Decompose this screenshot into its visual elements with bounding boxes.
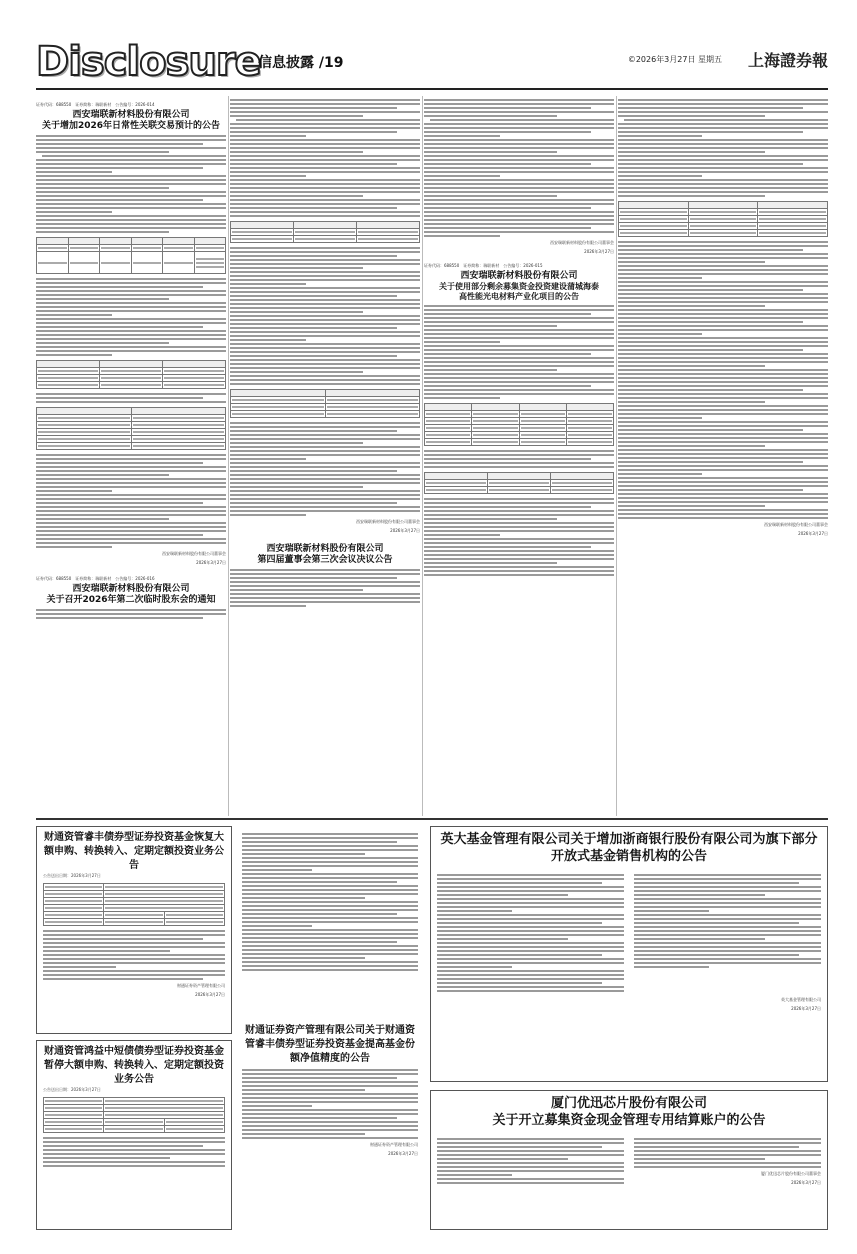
signoff-date: 2026年3月27日: [791, 1006, 821, 1011]
notice-shareholder-meeting: [36, 576, 226, 606]
section-divider: [36, 818, 828, 820]
notice-title: 关于使用部分剩余募集资金投资建设蒲城海泰: [439, 282, 599, 291]
notice-title: 第四届董事会第三次会议决议公告: [257, 555, 393, 565]
financial-table: [36, 360, 226, 389]
notice-title-company: 西安瑞联新材料股份有限公司: [266, 544, 384, 554]
notice-body: [36, 135, 226, 233]
notice-board-resolution: [230, 544, 420, 566]
notice-body: [424, 99, 614, 237]
notice-related-transactions: [36, 102, 226, 132]
notice-body: [618, 99, 828, 197]
fund-usage-table: [424, 403, 614, 446]
signoff-date: 2026年3月27日: [791, 1180, 821, 1185]
notice-meta: 证券代码：688550 证券简称：瑞联新材 公告编号：2026-016: [36, 576, 155, 581]
notice-title-company: 西安瑞联新材料股份有限公司: [72, 584, 190, 594]
signoff: 英大基金管理有限公司: [781, 997, 821, 1002]
box-title: 英大基金管理有限公司关于增加浙商银行股份有限公司为旗下部分开放式基金销售机构的公告: [440, 832, 818, 864]
notice-box-yingda: [430, 826, 828, 1082]
section-label: 信息披露 /19: [258, 55, 344, 71]
notice-body: [230, 99, 420, 217]
masthead-disclosure-word: Disclosure: [36, 39, 261, 85]
box-title: 关于开立募集资金现金管理专用结算账户的公告: [492, 1113, 766, 1128]
column-divider: [228, 96, 229, 816]
column-divider: [616, 96, 617, 816]
masthead: [36, 40, 828, 86]
asset-table: [36, 407, 226, 450]
notice-fundraising-project: [424, 263, 614, 302]
project-table: [424, 472, 614, 494]
masthead-rule: [36, 88, 828, 90]
notice-title-cont: 高性能光电材料产业化项目的公告: [459, 292, 579, 301]
box-meta: 公告送出日期：2026年3月27日: [43, 1087, 101, 1092]
continuation-text-block: [236, 826, 424, 1016]
box-title: 财通资管睿丰债券型证券投资基金恢复大额申购、转换转入、定期定额投资业务公告: [44, 832, 224, 871]
voting-table: [230, 221, 420, 243]
fund-info-table: [43, 883, 225, 926]
notice-meta: 证券代码：688550 证券简称：瑞联新材 公告编号：2026-015: [424, 263, 543, 268]
signoff: 财通证券资产管理有限公司: [177, 983, 225, 988]
column-4: [618, 96, 828, 540]
signoff-date: 2026年3月27日: [195, 992, 225, 997]
column-divider: [422, 96, 423, 816]
notice-meta: 证券代码：688550 证券简称：瑞联新材 公告编号：2026-014: [36, 102, 155, 107]
signoff-date: 2026年3月27日: [196, 560, 226, 565]
notice-title: 关于召开2026年第二次临时股东会的通知: [46, 595, 216, 605]
notice-box-youxun: [430, 1090, 828, 1230]
signoff: 西安瑞联新材料股份有限公司董事会: [162, 551, 226, 556]
signoff: 西安瑞联新材料股份有限公司董事会: [764, 522, 828, 527]
notice-box-ruifeng: [36, 826, 232, 1034]
column-2: [230, 96, 420, 609]
signoff-date: 2026年3月27日: [584, 249, 614, 254]
notice-title: 关于增加2026年日常性关联交易预计的公告: [41, 121, 221, 131]
investment-table: [618, 201, 828, 237]
box-title-company: 厦门优迅芯片股份有限公司: [550, 1096, 707, 1111]
notice-title-company: 西安瑞联新材料股份有限公司: [72, 110, 190, 120]
signoff-date: 2026年3月27日: [388, 1151, 418, 1156]
signoff: 西安瑞联新材料股份有限公司董事会: [356, 519, 420, 524]
newspaper-brand: 上海證券報: [747, 51, 828, 70]
notice-box-hongyi: [36, 1040, 232, 1230]
issue-date: ©2026年3月27日 星期五: [627, 55, 722, 64]
fund-info-table: [43, 1097, 225, 1133]
column-1: [36, 96, 226, 621]
registration-table: [230, 389, 420, 418]
notice-box-precision: [236, 1020, 424, 1230]
column-3: [424, 96, 614, 578]
box-meta: 公告送出日期：2026年3月27日: [43, 873, 101, 878]
notice-title-company: 西安瑞联新材料股份有限公司: [460, 271, 578, 281]
box-title: 财通证券资产管理有限公司关于财通资管睿丰债券型证券投资基金提高基金份额净值精度的公告: [245, 1025, 415, 1064]
transaction-table: [36, 237, 226, 274]
signoff: 财通证券资产管理有限公司: [370, 1142, 418, 1147]
signoff: 西安瑞联新材料股份有限公司董事会: [550, 240, 614, 245]
signoff: 厦门优迅芯片股份有限公司董事会: [761, 1171, 821, 1176]
signoff-date: 2026年3月27日: [798, 531, 828, 536]
signoff-date: 2026年3月27日: [390, 528, 420, 533]
box-title: 财通资管鸿益中短债债券型证券投资基金暂停大额申购、转换转入、定期定额投资业务公告: [44, 1046, 224, 1085]
